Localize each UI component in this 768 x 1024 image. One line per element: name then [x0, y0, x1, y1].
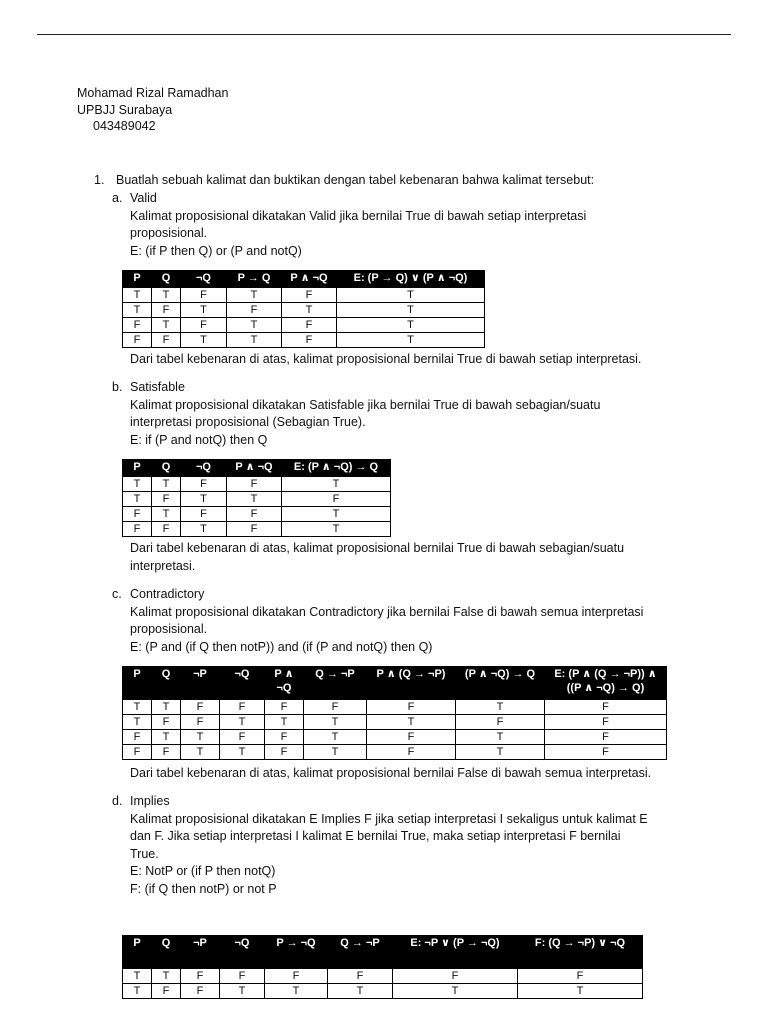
author-nim: 043489042 — [93, 119, 156, 133]
table-cell: F — [152, 492, 181, 507]
table-cell: F — [545, 745, 667, 760]
section-expression: E: if (P and notQ) then Q — [130, 432, 268, 447]
table-cell: T — [304, 715, 367, 730]
section-letter: d. — [112, 794, 123, 808]
table-row — [123, 318, 485, 333]
table-cell: F — [181, 288, 227, 303]
table-cell: T — [227, 333, 282, 348]
table-cell: F — [152, 745, 181, 760]
table-cell: T — [337, 288, 485, 303]
table-cell: F — [367, 730, 456, 745]
table-header: Q → ¬P — [304, 667, 367, 700]
table-cell: T — [181, 492, 227, 507]
table-row — [123, 745, 667, 760]
table-header: P — [123, 667, 152, 700]
table-header: Q → ¬P — [328, 936, 393, 969]
table-cell: F — [181, 715, 220, 730]
section-expression: E: (if P then Q) or (P and notQ) — [130, 243, 302, 258]
table-row — [123, 984, 643, 999]
section-desc: dan F. Jika setiap interpretasi I kalimat E bernilai True, maka setiap interpretasi F bernilai — [130, 829, 621, 843]
table-cell: F — [545, 715, 667, 730]
table-row — [123, 288, 485, 303]
table-cell: F — [265, 730, 304, 745]
table-header: P ∧ ¬Q — [282, 271, 337, 288]
author-block — [77, 85, 228, 135]
table-cell: F — [123, 507, 152, 522]
table-cell: F — [304, 700, 367, 715]
table-header: P — [123, 460, 152, 477]
table-cell: T — [181, 303, 227, 318]
table-cell: T — [181, 522, 227, 537]
table-cell: F — [227, 522, 282, 537]
table-cell: T — [123, 700, 152, 715]
table-cell: F — [152, 984, 181, 999]
table-cell: F — [265, 969, 328, 984]
table-cell: F — [181, 318, 227, 333]
table-cell: F — [367, 700, 456, 715]
table-row — [123, 492, 391, 507]
table-cell: T — [220, 745, 265, 760]
conclusion-text: Dari tabel kebenaran di atas, kalimat proposisional bernilai True di bawah sebagian/suatu — [130, 541, 625, 555]
table-header: Q — [152, 460, 181, 477]
table-cell: T — [181, 730, 220, 745]
table-row — [123, 333, 485, 348]
table-header: E: ¬P ∨ (P → ¬Q) — [393, 936, 518, 969]
table-cell: F — [123, 318, 152, 333]
section-title: Satisfable — [130, 380, 185, 394]
table-header: P ∧ ¬Q — [265, 667, 304, 700]
table-row — [123, 700, 667, 715]
table-header: ¬Q — [220, 667, 265, 700]
table-header: ¬P — [181, 667, 220, 700]
author-unit: UPBJJ Surabaya — [77, 102, 173, 117]
table-cell: T — [152, 507, 181, 522]
table-header: E: (P ∧ ¬Q) → Q — [282, 460, 391, 477]
conclusion-text: interpretasi. — [130, 558, 196, 573]
table-cell: F — [227, 477, 282, 492]
table-cell: T — [123, 303, 152, 318]
table-cell: T — [227, 318, 282, 333]
table-cell: F — [181, 477, 227, 492]
table-cell: F — [123, 522, 152, 537]
table-cell: T — [265, 984, 328, 999]
conclusion-contradictory — [130, 765, 651, 783]
truth-table-valid — [122, 270, 485, 348]
conclusion-text: Dari tabel kebenaran di atas, kalimat proposisional bernilai True di bawah setiap interpretasi. — [130, 352, 642, 366]
table-cell: T — [123, 969, 152, 984]
top-rule — [37, 34, 731, 35]
table-header: (P ∧ ¬Q) → Q — [456, 667, 545, 700]
table-header: P → ¬Q — [265, 936, 328, 969]
table-header: P ∧ ¬Q — [227, 460, 282, 477]
table-cell: F — [220, 700, 265, 715]
table-cell: F — [456, 715, 545, 730]
section-implies — [112, 793, 648, 898]
table-cell: T — [304, 745, 367, 760]
question-number: 1. — [94, 173, 105, 187]
table-cell: T — [181, 333, 227, 348]
table-cell: T — [282, 507, 391, 522]
table-cell: F — [227, 303, 282, 318]
table-header-row — [123, 271, 485, 288]
table-header: P ∧ (Q → ¬P) — [367, 667, 456, 700]
truth-table-contradictory — [122, 666, 667, 760]
table-cell: T — [456, 700, 545, 715]
table-cell: T — [265, 715, 304, 730]
table-cell: F — [367, 745, 456, 760]
table-cell: F — [181, 700, 220, 715]
table-cell: F — [123, 745, 152, 760]
conclusion-text: Dari tabel kebenaran di atas, kalimat proposisional bernilai False di bawah semua interpretasi. — [130, 766, 652, 780]
table-cell: F — [123, 333, 152, 348]
conclusion-valid — [130, 351, 641, 369]
table-cell: T — [337, 318, 485, 333]
table-cell: F — [282, 333, 337, 348]
table-cell: T — [282, 522, 391, 537]
section-desc: Kalimat proposisional dikatakan Satisfable jika bernilai True di bawah sebagian/suatu — [130, 397, 601, 412]
table-cell: T — [220, 984, 265, 999]
table-header: Q — [152, 936, 181, 969]
table-header: F: (Q → ¬P) ∨ ¬Q — [518, 936, 643, 969]
table-cell: F — [152, 303, 181, 318]
table-cell: T — [337, 303, 485, 318]
section-desc: Kalimat proposisional dikatakan Valid jika bernilai True di bawah setiap interpretasi — [130, 208, 587, 223]
table-cell: F — [545, 730, 667, 745]
table-row — [123, 507, 391, 522]
section-desc: proposisional. — [130, 622, 208, 636]
table-cell: T — [367, 715, 456, 730]
truth-table-satisfable — [122, 459, 391, 537]
table-cell: T — [123, 984, 152, 999]
table-header: E: (P → Q) ∨ (P ∧ ¬Q) — [337, 271, 485, 288]
section-expression: F: (if Q then notP) or not P — [130, 881, 277, 896]
conclusion-satisfable — [130, 540, 624, 575]
table-cell: T — [152, 477, 181, 492]
table-cell: T — [337, 333, 485, 348]
table-header-row — [123, 936, 643, 969]
table-header: Q — [152, 271, 181, 288]
section-desc: True. — [130, 846, 159, 861]
table-row — [123, 969, 643, 984]
table-header: ¬Q — [220, 936, 265, 969]
table-cell: F — [152, 522, 181, 537]
table-header: P — [123, 271, 152, 288]
table-cell: F — [152, 715, 181, 730]
table-header: ¬P — [181, 936, 220, 969]
table-cell: F — [265, 700, 304, 715]
table-cell: T — [304, 730, 367, 745]
table-cell: T — [518, 984, 643, 999]
section-letter: a. — [112, 191, 123, 205]
table-cell: F — [282, 492, 391, 507]
table-header-row — [123, 667, 667, 700]
table-cell: F — [393, 969, 518, 984]
table-cell: F — [181, 969, 220, 984]
table-header: P → Q — [227, 271, 282, 288]
table-cell: T — [123, 715, 152, 730]
table-header: ¬Q — [181, 460, 227, 477]
table-cell: F — [227, 507, 282, 522]
table-cell: F — [328, 969, 393, 984]
table-row — [123, 730, 667, 745]
table-cell: T — [152, 318, 181, 333]
section-letter: c. — [112, 587, 122, 601]
section-letter: b. — [112, 380, 123, 394]
table-cell: F — [220, 730, 265, 745]
author-name: Mohamad Rizal Ramadhan — [77, 86, 229, 100]
table-cell: F — [220, 969, 265, 984]
table-cell: T — [282, 303, 337, 318]
section-satisfable — [112, 379, 601, 449]
section-desc: proposisional. — [130, 226, 208, 240]
table-cell: T — [181, 745, 220, 760]
section-valid — [112, 190, 587, 260]
table-cell: T — [393, 984, 518, 999]
table-cell: F — [181, 507, 227, 522]
section-expression: E: (P and (if Q then notP)) and (if (P and notQ) then Q) — [130, 639, 433, 654]
table-header: ¬Q — [181, 271, 227, 288]
table-cell: T — [328, 984, 393, 999]
table-row — [123, 522, 391, 537]
table-cell: T — [123, 477, 152, 492]
table-cell: T — [227, 288, 282, 303]
table-cell: T — [152, 730, 181, 745]
section-title: Contradictory — [130, 587, 205, 601]
section-title: Implies — [130, 794, 170, 808]
table-cell: T — [152, 700, 181, 715]
table-header: E: (P ∧ (Q → ¬P)) ∧ ((P ∧ ¬Q) → Q) — [545, 667, 667, 700]
section-desc: Kalimat proposisional dikatakan E Implies F jika setiap interpretasi I sekaligus untuk kalimat E — [130, 811, 648, 826]
table-cell: F — [123, 730, 152, 745]
table-cell: T — [152, 969, 181, 984]
table-cell: T — [123, 288, 152, 303]
table-cell: F — [152, 333, 181, 348]
table-row — [123, 303, 485, 318]
table-cell: F — [181, 984, 220, 999]
section-expression: E: NotP or (if P then notQ) — [130, 864, 276, 878]
table-cell: T — [456, 730, 545, 745]
table-row — [123, 715, 667, 730]
section-contradictory — [112, 586, 644, 656]
table-cell: F — [265, 745, 304, 760]
question-text: Buatlah sebuah kalimat dan buktikan dengan tabel kebenaran bahwa kalimat tersebut: — [116, 173, 595, 187]
section-title: Valid — [130, 191, 157, 205]
table-cell: T — [152, 288, 181, 303]
table-cell: T — [282, 477, 391, 492]
table-cell: T — [227, 492, 282, 507]
table-cell: F — [282, 288, 337, 303]
table-header-row — [123, 460, 391, 477]
section-desc: interpretasi proposisional (Sebagian True). — [130, 415, 366, 429]
table-cell: T — [456, 745, 545, 760]
table-header: Q — [152, 667, 181, 700]
table-header: P — [123, 936, 152, 969]
section-desc: Kalimat proposisional dikatakan Contradictory jika bernilai False di bawah semua interpretasi — [130, 604, 644, 619]
table-cell: T — [220, 715, 265, 730]
table-cell: F — [518, 969, 643, 984]
table-row — [123, 477, 391, 492]
truth-table-implies — [122, 935, 643, 999]
question-1 — [94, 173, 594, 187]
table-cell: T — [123, 492, 152, 507]
table-cell: F — [545, 700, 667, 715]
table-cell: F — [282, 318, 337, 333]
